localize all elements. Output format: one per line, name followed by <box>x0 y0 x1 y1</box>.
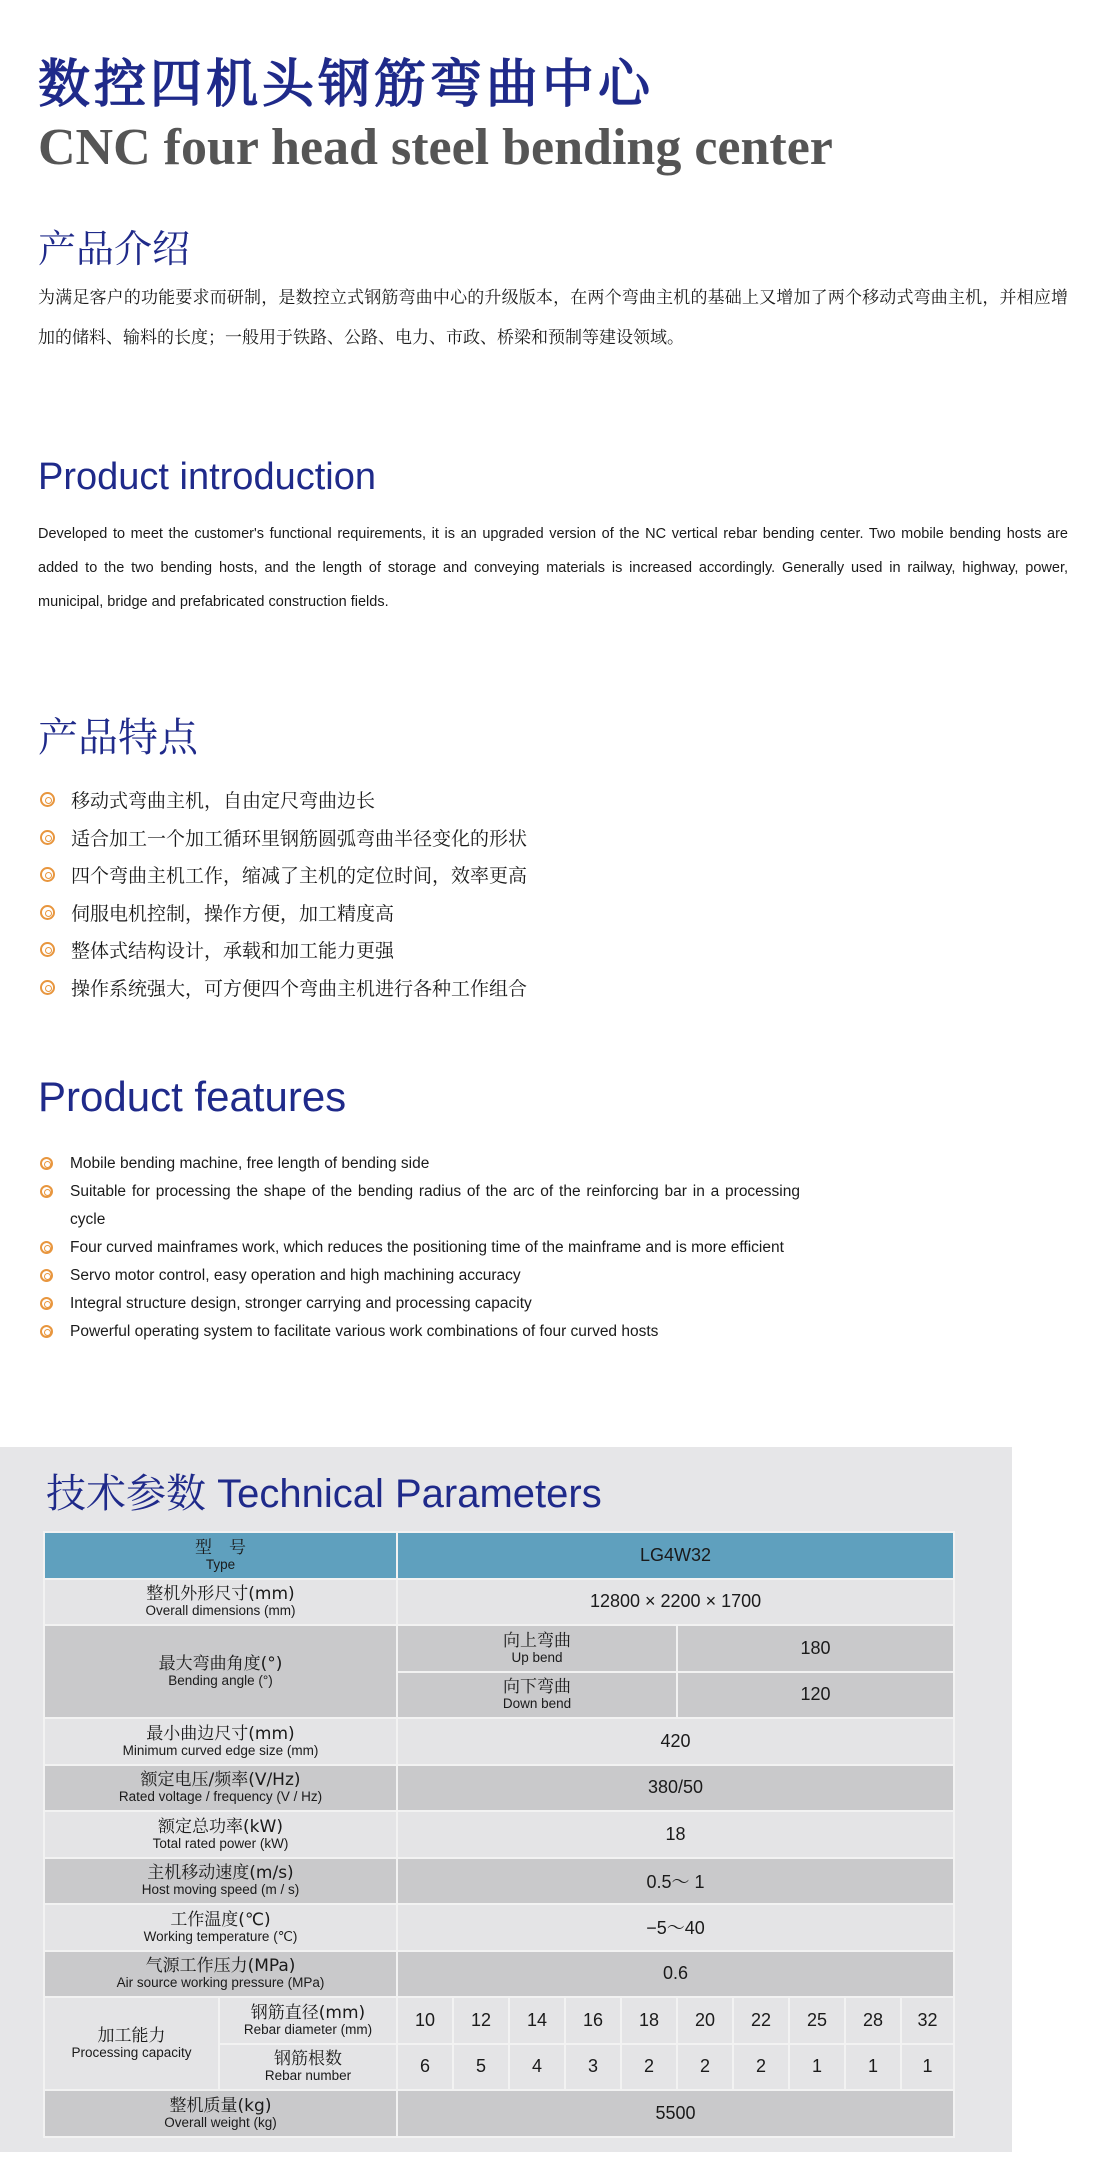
rebar-number-value: 5 <box>453 2044 509 2091</box>
circle-bullet-icon <box>40 830 55 845</box>
rebar-number-value: 1 <box>789 2044 845 2091</box>
list-item: Suitable for processing the shape of the bending radius of the arc of the reinforcing bar in a processing cycle <box>40 1178 800 1234</box>
list-item: Integral structure design, stronger carrying and processing capacity <box>40 1290 800 1318</box>
intro-heading-cn: 产品介绍 <box>38 227 191 271</box>
circle-bullet-icon <box>40 1157 53 1170</box>
intro-body-cn: 为满足客户的功能要求而研制，是数控立式钢筋弯曲中心的升级版本，在两个弯曲主机的基础上又增加了两个移动式弯曲主机，并相应增加的储料、输料的长度；一般用于铁路、公路、电力、市政、桥梁和预制等建设领域。 <box>38 288 1068 348</box>
rebar-diameter-value: 20 <box>677 1997 733 2044</box>
air-pressure-value: 0.6 <box>397 1951 954 1998</box>
up-bend-label: 向上弯曲 Up bend <box>397 1625 677 1672</box>
capacity-label: 加工能力 Processing capacity <box>44 1997 219 2090</box>
circle-bullet-icon <box>40 1325 53 1338</box>
circle-bullet-icon <box>40 980 55 995</box>
circle-bullet-icon <box>40 942 55 957</box>
list-item: 移动式弯曲主机，自由定尺弯曲边长 <box>40 781 527 819</box>
table-row <box>44 2090 954 2137</box>
down-bend-label: 向下弯曲 Down bend <box>397 1672 677 1719</box>
table-row <box>44 1858 954 1905</box>
dimensions-label: 整机外形尺寸(mm) Overall dimensions (mm) <box>44 1579 397 1626</box>
features-heading-cn: 产品特点 <box>38 715 198 761</box>
min-edge-label: 最小曲边尺寸(mm) Minimum curved edge size (mm) <box>44 1718 397 1765</box>
voltage-label: 额定电压/频率(V/Hz) Rated voltage / frequency (V / Hz) <box>44 1765 397 1812</box>
list-item: 伺服电机控制，操作方便，加工精度高 <box>40 894 527 932</box>
type-value: LG4W32 <box>397 1532 954 1579</box>
rebar-diameter-value: 14 <box>509 1997 565 2044</box>
rebar-diameter-value: 25 <box>789 1997 845 2044</box>
dimensions-value: 12800 × 2200 × 1700 <box>397 1579 954 1626</box>
rebar-number-label: 钢筋根数 Rebar number <box>219 2044 397 2091</box>
list-item: Powerful operating system to facilitate various work combinations of four curved hosts <box>40 1318 800 1346</box>
page-title-cn: 数控四机头钢筋弯曲中心 <box>38 54 655 115</box>
table-row <box>44 1951 954 1998</box>
list-item: Four curved mainframes work, which reduces the positioning time of the mainframe and is more efficient <box>40 1234 800 1262</box>
rebar-number-value: 2 <box>677 2044 733 2091</box>
table-row <box>44 1811 954 1858</box>
rebar-number-value: 3 <box>565 2044 621 2091</box>
up-bend-value: 180 <box>677 1625 954 1672</box>
list-item: 四个弯曲主机工作，缩减了主机的定位时间，效率更高 <box>40 856 527 894</box>
rebar-diameter-value: 10 <box>397 1997 453 2044</box>
intro-body-en: Developed to meet the customer's functional requirements, it is an upgraded version of the NC vertical rebar bending center. Two mobile bending hosts are added to the two bending hosts, and the length of storage and conveying materials is increased accordingly. Generally used in railway, highway, power, municipal, bridge and prefabricated construction fields. <box>38 526 1068 610</box>
rebar-diameter-value: 18 <box>621 1997 677 2044</box>
type-label: 型 号 Type <box>44 1532 397 1579</box>
rebar-number-value: 2 <box>621 2044 677 2091</box>
list-item: Mobile bending machine, free length of bending side <box>40 1150 800 1178</box>
rebar-diameter-value: 16 <box>565 1997 621 2044</box>
rebar-number-value: 1 <box>845 2044 901 2091</box>
circle-bullet-icon <box>40 1241 53 1254</box>
rebar-diameter-value: 32 <box>901 1997 954 2044</box>
table-row <box>44 1997 954 2044</box>
voltage-value: 380/50 <box>397 1765 954 1812</box>
circle-bullet-icon <box>40 867 55 882</box>
power-label: 额定总功率(kW) Total rated power (kW) <box>44 1811 397 1858</box>
rebar-diameter-value: 22 <box>733 1997 789 2044</box>
circle-bullet-icon <box>40 1269 53 1282</box>
rebar-diameter-value: 12 <box>453 1997 509 2044</box>
features-list-cn <box>40 781 527 1006</box>
table-row <box>44 1532 954 1579</box>
table-row <box>44 1718 954 1765</box>
features-list-en <box>40 1150 800 1346</box>
rebar-number-value: 6 <box>397 2044 453 2091</box>
bending-angle-label: 最大弯曲角度(°) Bending angle (°) <box>44 1625 397 1718</box>
list-item: 整体式结构设计，承载和加工能力更强 <box>40 931 527 969</box>
list-item: 适合加工一个加工循环里钢筋圆弧弯曲半径变化的形状 <box>40 819 527 857</box>
rebar-diameter-label: 钢筋直径(mm) Rebar diameter (mm) <box>219 1997 397 2044</box>
speed-label: 主机移动速度(m/s) Host moving speed (m / s) <box>44 1858 397 1905</box>
page-title-en: CNC four head steel bending center <box>38 119 833 176</box>
down-bend-value: 120 <box>677 1672 954 1719</box>
list-item: Servo motor control, easy operation and high machining accuracy <box>40 1262 800 1290</box>
weight-label: 整机质量(kg) Overall weight (kg) <box>44 2090 397 2137</box>
air-pressure-label: 气源工作压力(MPa) Air source working pressure (MPa) <box>44 1951 397 1998</box>
table-row <box>44 1579 954 1626</box>
intro-heading-en: Product introduction <box>38 456 376 498</box>
table-row <box>44 1904 954 1951</box>
rebar-number-value: 2 <box>733 2044 789 2091</box>
speed-value: 0.5～ 1 <box>397 1858 954 1905</box>
rebar-number-value: 4 <box>509 2044 565 2091</box>
features-heading-en: Product features <box>38 1073 347 1120</box>
params-table <box>43 1531 955 2138</box>
min-edge-value: 420 <box>397 1718 954 1765</box>
power-value: 18 <box>397 1811 954 1858</box>
rebar-number-value: 1 <box>901 2044 954 2091</box>
circle-bullet-icon <box>40 792 55 807</box>
circle-bullet-icon <box>40 1185 53 1198</box>
weight-value: 5500 <box>397 2090 954 2137</box>
list-item: 操作系统强大，可方便四个弯曲主机进行各种工作组合 <box>40 969 527 1007</box>
table-row <box>44 1625 954 1672</box>
temperature-label: 工作温度(℃) Working temperature (℃) <box>44 1904 397 1951</box>
temperature-value: −5～40 <box>397 1904 954 1951</box>
circle-bullet-icon <box>40 905 55 920</box>
circle-bullet-icon <box>40 1297 53 1310</box>
rebar-diameter-value: 28 <box>845 1997 901 2044</box>
params-heading: 技术参数 Technical Parameters <box>46 1472 602 1516</box>
table-row <box>44 1765 954 1812</box>
